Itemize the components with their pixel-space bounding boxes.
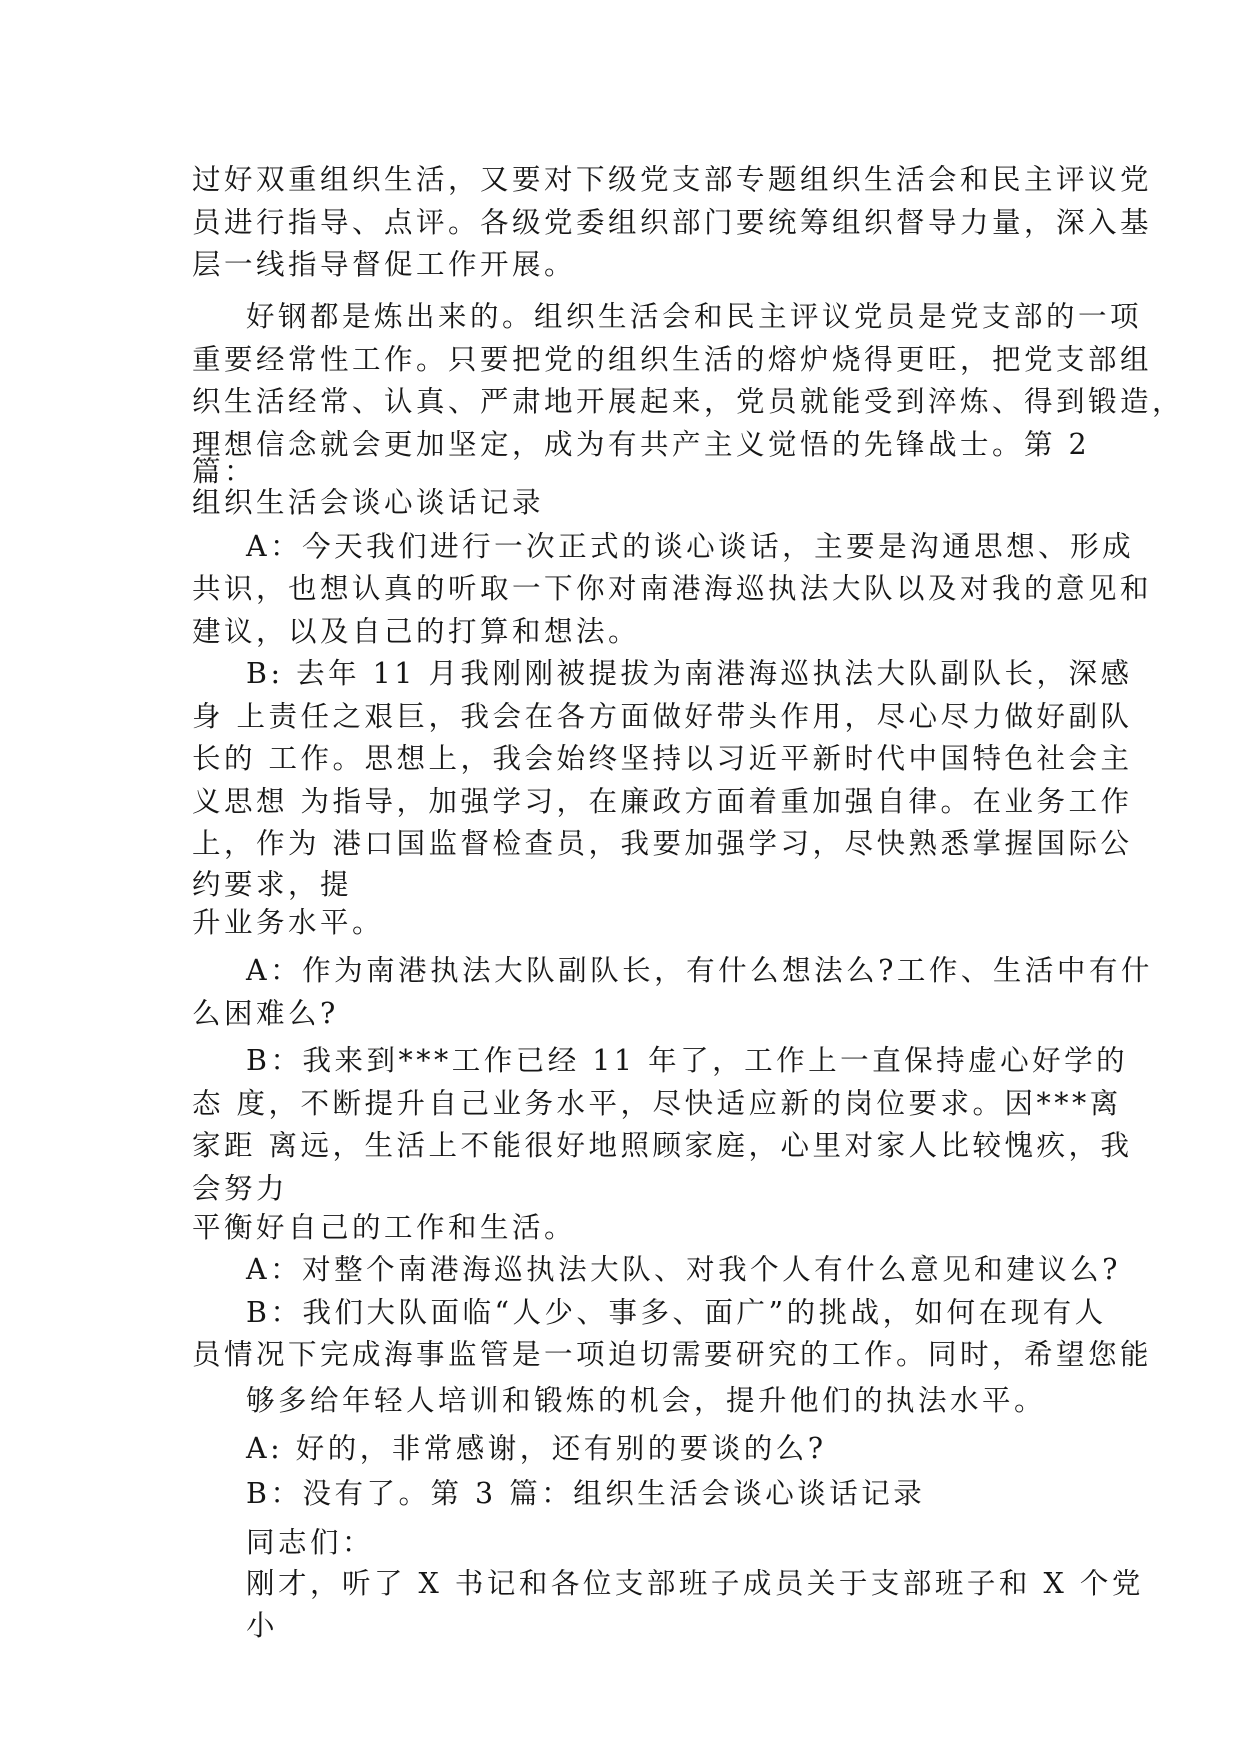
paragraph-start-line: B：没有了。第 3 篇：组织生活会谈心谈话记录	[246, 1477, 926, 1510]
text-line: 平衡好自己的工作和生活。	[192, 1211, 577, 1244]
text-line: 员情况下完成海事监管是一项迫切需要研究的工作。同时，希望您能	[192, 1338, 1153, 1371]
paragraph-start-line: B：我们大队面临“人少、事多、面广”的挑战，如何在现有人	[246, 1296, 1107, 1329]
text-line: 篇：	[192, 455, 257, 488]
text-line: 织生活经常、认真、严肃地开展起来，党员就能受到淬炼、得到锻造，	[192, 385, 1185, 418]
text-line: 够多给年轻人培训和锻炼的机会，提升他们的执法水平。	[246, 1384, 1047, 1417]
text-line: 么困难么?	[192, 997, 339, 1030]
text-line: 长的 工作。思想上，我会始终坚持以习近平新时代中国特色社会主	[192, 742, 1133, 775]
text-line: 态 度，不断提升自己业务水平，尽快适应新的岗位要求。因***离	[192, 1087, 1122, 1120]
text-line: 共识，也想认真的听取一下你对南港海巡执法大队以及对我的意见和	[192, 572, 1153, 605]
text-line: 过好双重组织生活，又要对下级党支部专题组织生活会和民主评议党	[192, 163, 1153, 196]
text-line: 身 上责任之艰巨，我会在各方面做好带头作用，尽心尽力做好副队	[192, 700, 1133, 733]
text-line: 理想信念就会更加坚定，成为有共产主义觉悟的先锋战士。第 2	[192, 428, 1091, 461]
text-line: 会努力	[192, 1172, 289, 1205]
text-line: 建议，以及自己的打算和想法。	[192, 615, 641, 648]
paragraph-start-line: A：今天我们进行一次正式的谈心谈话，主要是沟通思想、形成	[246, 530, 1135, 563]
text-line: 小	[246, 1609, 279, 1642]
section-heading: 组织生活会谈心谈话记录	[192, 486, 545, 519]
text-line: 义思想 为指导，加强学习，在廉政方面着重加强自律。在业务工作	[192, 785, 1133, 818]
paragraph-start-line: A：作为南港执法大队副队长，有什么想法么?工作、生活中有什	[246, 954, 1153, 987]
paragraph-start-line: 好钢都是炼出来的。组织生活会和民主评议党员是党支部的一项	[246, 300, 1143, 333]
text-line: 重要经常性工作。只要把党的组织生活的熔炉烧得更旺，把党支部组	[192, 343, 1153, 376]
text-line: 层一线指导督促工作开展。	[192, 248, 577, 281]
text-line: 升业务水平。	[192, 906, 385, 939]
paragraph-start-line: B：我来到***工作已经 11 年了，工作上一直保持虚心好学的	[246, 1044, 1129, 1077]
paragraph-start-line: B: 去年 11 月我刚刚被提拔为南港海巡执法大队副队长，深感	[246, 657, 1133, 690]
text-line: 约要求，提	[192, 868, 353, 901]
paragraph-start-line: A: 好的，非常感谢，还有别的要谈的么?	[246, 1432, 827, 1465]
text-line: 家距 离远，生活上不能很好地照顾家庭，心里对家人比较愧疚，我	[192, 1129, 1133, 1162]
paragraph-start-line: A：对整个南港海巡执法大队、对我个人有什么意见和建议么?	[246, 1253, 1121, 1286]
text-line: 上，作为 港口国监督检查员，我要加强学习，尽快熟悉掌握国际公	[192, 827, 1133, 860]
paragraph-start-line: 同志们：	[246, 1526, 375, 1559]
text-line: 员进行指导、点评。各级党委组织部门要统筹组织督导力量，深入基	[192, 206, 1153, 239]
paragraph-start-line: 刚才，听了 X 书记和各位支部班子成员关于支部班子和 X 个党	[246, 1567, 1144, 1600]
